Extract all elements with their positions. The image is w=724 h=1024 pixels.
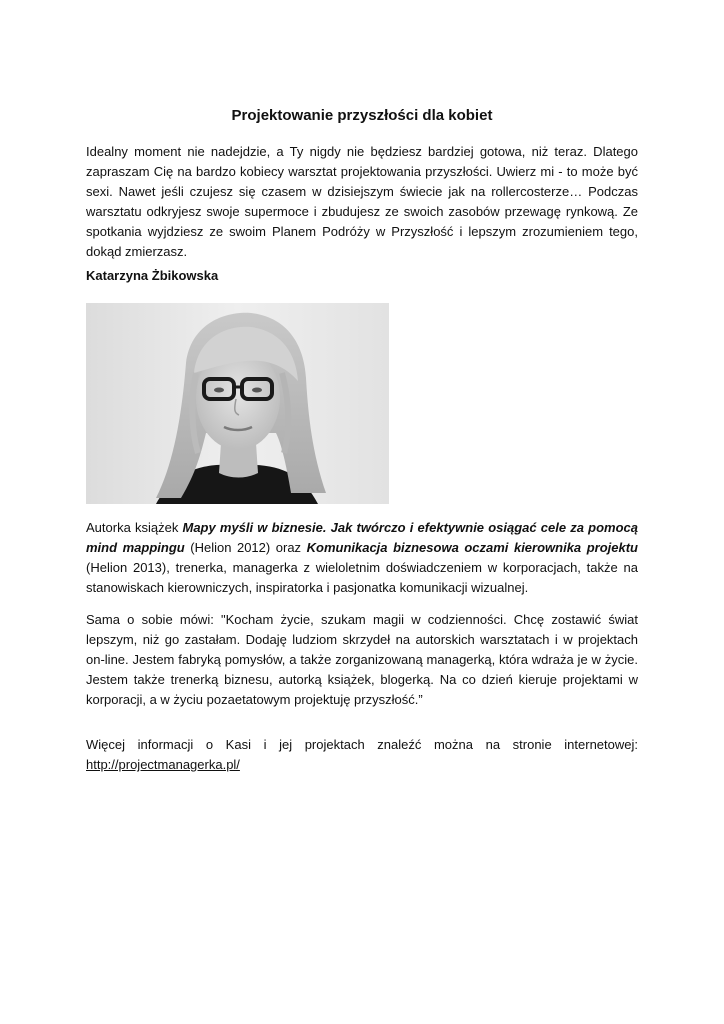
quote-paragraph: Sama o sobie mówi: "Kocham życie, szukam magii w codzienności. Chcę zostawić świat lepszym, niż go zastałam. Dodaję ludziom skrzydeł na autorskich warsztatach i w projektach on-line. Jestem fabryką pomysłów, a także zorganizowaną managerką, która wdraża je w życie. Jestem także trenerką biznesu, autorką książek, blogerką. Na co dzień kieruje projektami w korporacji, a w życiu pozaetatowym projektuję przyszłość.”	[86, 612, 638, 707]
bio-text-3: (Helion 2013), trenerka, managerka z wieloletnim doświadczeniem w korporacjach, także na stanowiskach kierowniczych, inspiratorka i pasjonatka komunikacji wizualnej.	[86, 560, 638, 595]
bio-text-2: (Helion 2012) oraz	[184, 540, 307, 555]
more-info-text: Więcej informacji o Kasi i jej projektach znaleźć można na stronie internetowej:	[86, 737, 638, 752]
bio-text-1: Autorka książek	[86, 520, 183, 535]
more-info-paragraph	[86, 735, 638, 775]
author-portrait-photo	[86, 303, 389, 504]
author-name-heading: Katarzyna Żbikowska	[86, 268, 219, 283]
intro-paragraph: Idealny moment nie nadejdzie, a Ty nigdy nie będziesz bardziej gotowa, niż teraz. Dlatego zapraszam Cię na bardzo kobiecy warsztat projektowania przyszłości. Uwierz mi - to może być sexi. Nawet jeśli czujesz się czasem w dzisiejszym świecie jak na rollercosterze… Podczas warsztatu odkryjesz swoje supermoce i zbudujesz ze swoich zasobów przewagę rynkową. Ze spotkania wyjdziesz ze swoim Planem Podróży w Przyszłość i lepszym zrozumieniem tego, dokąd zmierzasz.	[86, 144, 638, 259]
bio-paragraph	[86, 518, 638, 598]
bio-book-1-title: Mapy myśli w biznesie. Jak twórczo i efektywnie osiągać cele za pomocą mind mappingu	[86, 520, 638, 555]
bio-book-2-title: Komunikacja biznesowa oczami kierownika projektu	[306, 540, 638, 555]
website-link[interactable]: http://projectmanagerka.pl/	[86, 757, 240, 772]
page-title: Projektowanie przyszłości dla kobiet	[231, 107, 493, 124]
